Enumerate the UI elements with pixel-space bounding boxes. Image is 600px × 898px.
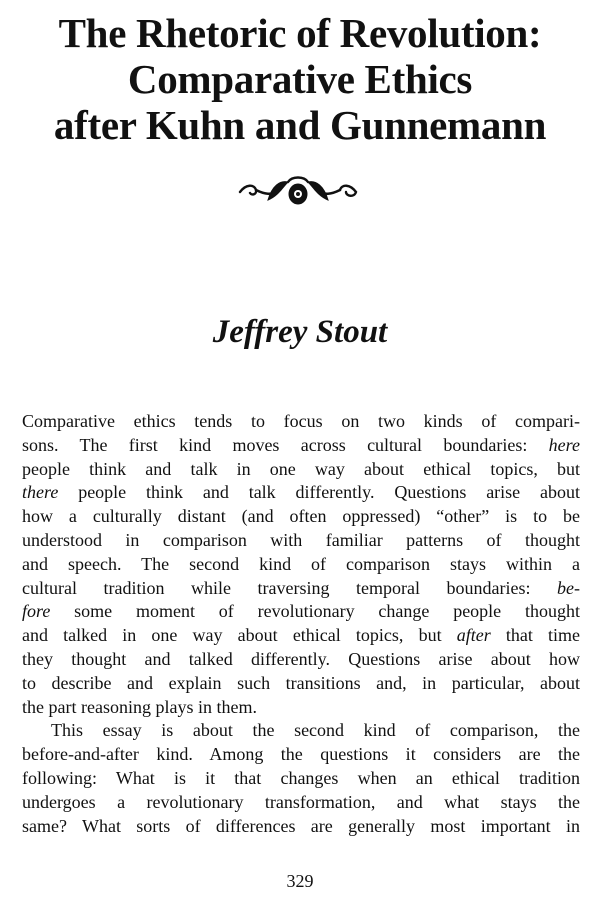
paragraph-2-line-5: same? What sorts of differences are generally most important in (22, 815, 580, 836)
paragraph-1-line-2 (22, 434, 580, 458)
paragraph-1-line-8 (22, 577, 580, 601)
paragraph-1-line-10 (22, 624, 580, 648)
text-run: and talked in one way about ethical topics, but (22, 625, 442, 646)
text-run: that time (505, 625, 581, 646)
paragraph-2-line-1: This essay is about the second kind of comparison, the (51, 720, 580, 741)
text-run: sons. The first kind moves across cultural boundaries: (22, 434, 528, 455)
paragraph-1-line-5: how a culturally distant (and often oppressed) “other” is to be (22, 506, 580, 527)
author-name: Jeffrey Stout (212, 314, 388, 350)
emphasis-text: be- (557, 577, 581, 598)
paragraph-1-line-11: they thought and talked differently. Questions arise about how (22, 648, 580, 669)
emphasis-text: here (548, 434, 580, 455)
paragraph-1-line-4 (22, 481, 580, 505)
text-run: some moment of revolutionary change people thought (74, 601, 580, 622)
paragraph-1-line-12: to describe and explain such transitions and, in particular, about (22, 672, 580, 693)
paragraph-1-line-3: people think and talk in one way about ethical topics, but (22, 458, 580, 479)
page-number: 329 (286, 871, 314, 891)
paragraph-2-line-2: before-and-after kind. Among the questions it considers are the (22, 744, 580, 765)
body-text (22, 410, 580, 838)
text-run: cultural tradition while traversing temporal boundaries: (22, 577, 531, 598)
chapter-title (0, 10, 600, 148)
paragraph-2-line-3: following: What is it that changes when an ethical tradition (22, 767, 580, 788)
emphasis-text: after (456, 625, 491, 646)
emphasis-text: there (22, 482, 59, 503)
paragraph-1-line-9 (22, 600, 580, 624)
paragraph-2-line-4: undergoes a revolutionary transformation, and what stays the (22, 791, 580, 812)
text-run: people think and talk differently. Questions arise about (78, 482, 581, 503)
scroll-flourish-ornament-icon (236, 172, 360, 212)
title-line-3: after Kuhn and Gunnemann (53, 102, 547, 148)
title-line-1: The Rhetoric of Revolution: (58, 10, 542, 56)
emphasis-text: fore (22, 601, 51, 622)
paragraph-1-line-7: and speech. The second kind of comparison stays within a (22, 553, 580, 574)
paragraph-1-line-13: the part reasoning plays in them. (22, 696, 257, 717)
paragraph-1-line-1: Comparative ethics tends to focus on two kinds of compari- (22, 411, 580, 431)
title-line-2: Comparative Ethics (127, 56, 473, 102)
paragraph-1-line-6: understood in comparison with familiar patterns of thought (22, 529, 580, 550)
